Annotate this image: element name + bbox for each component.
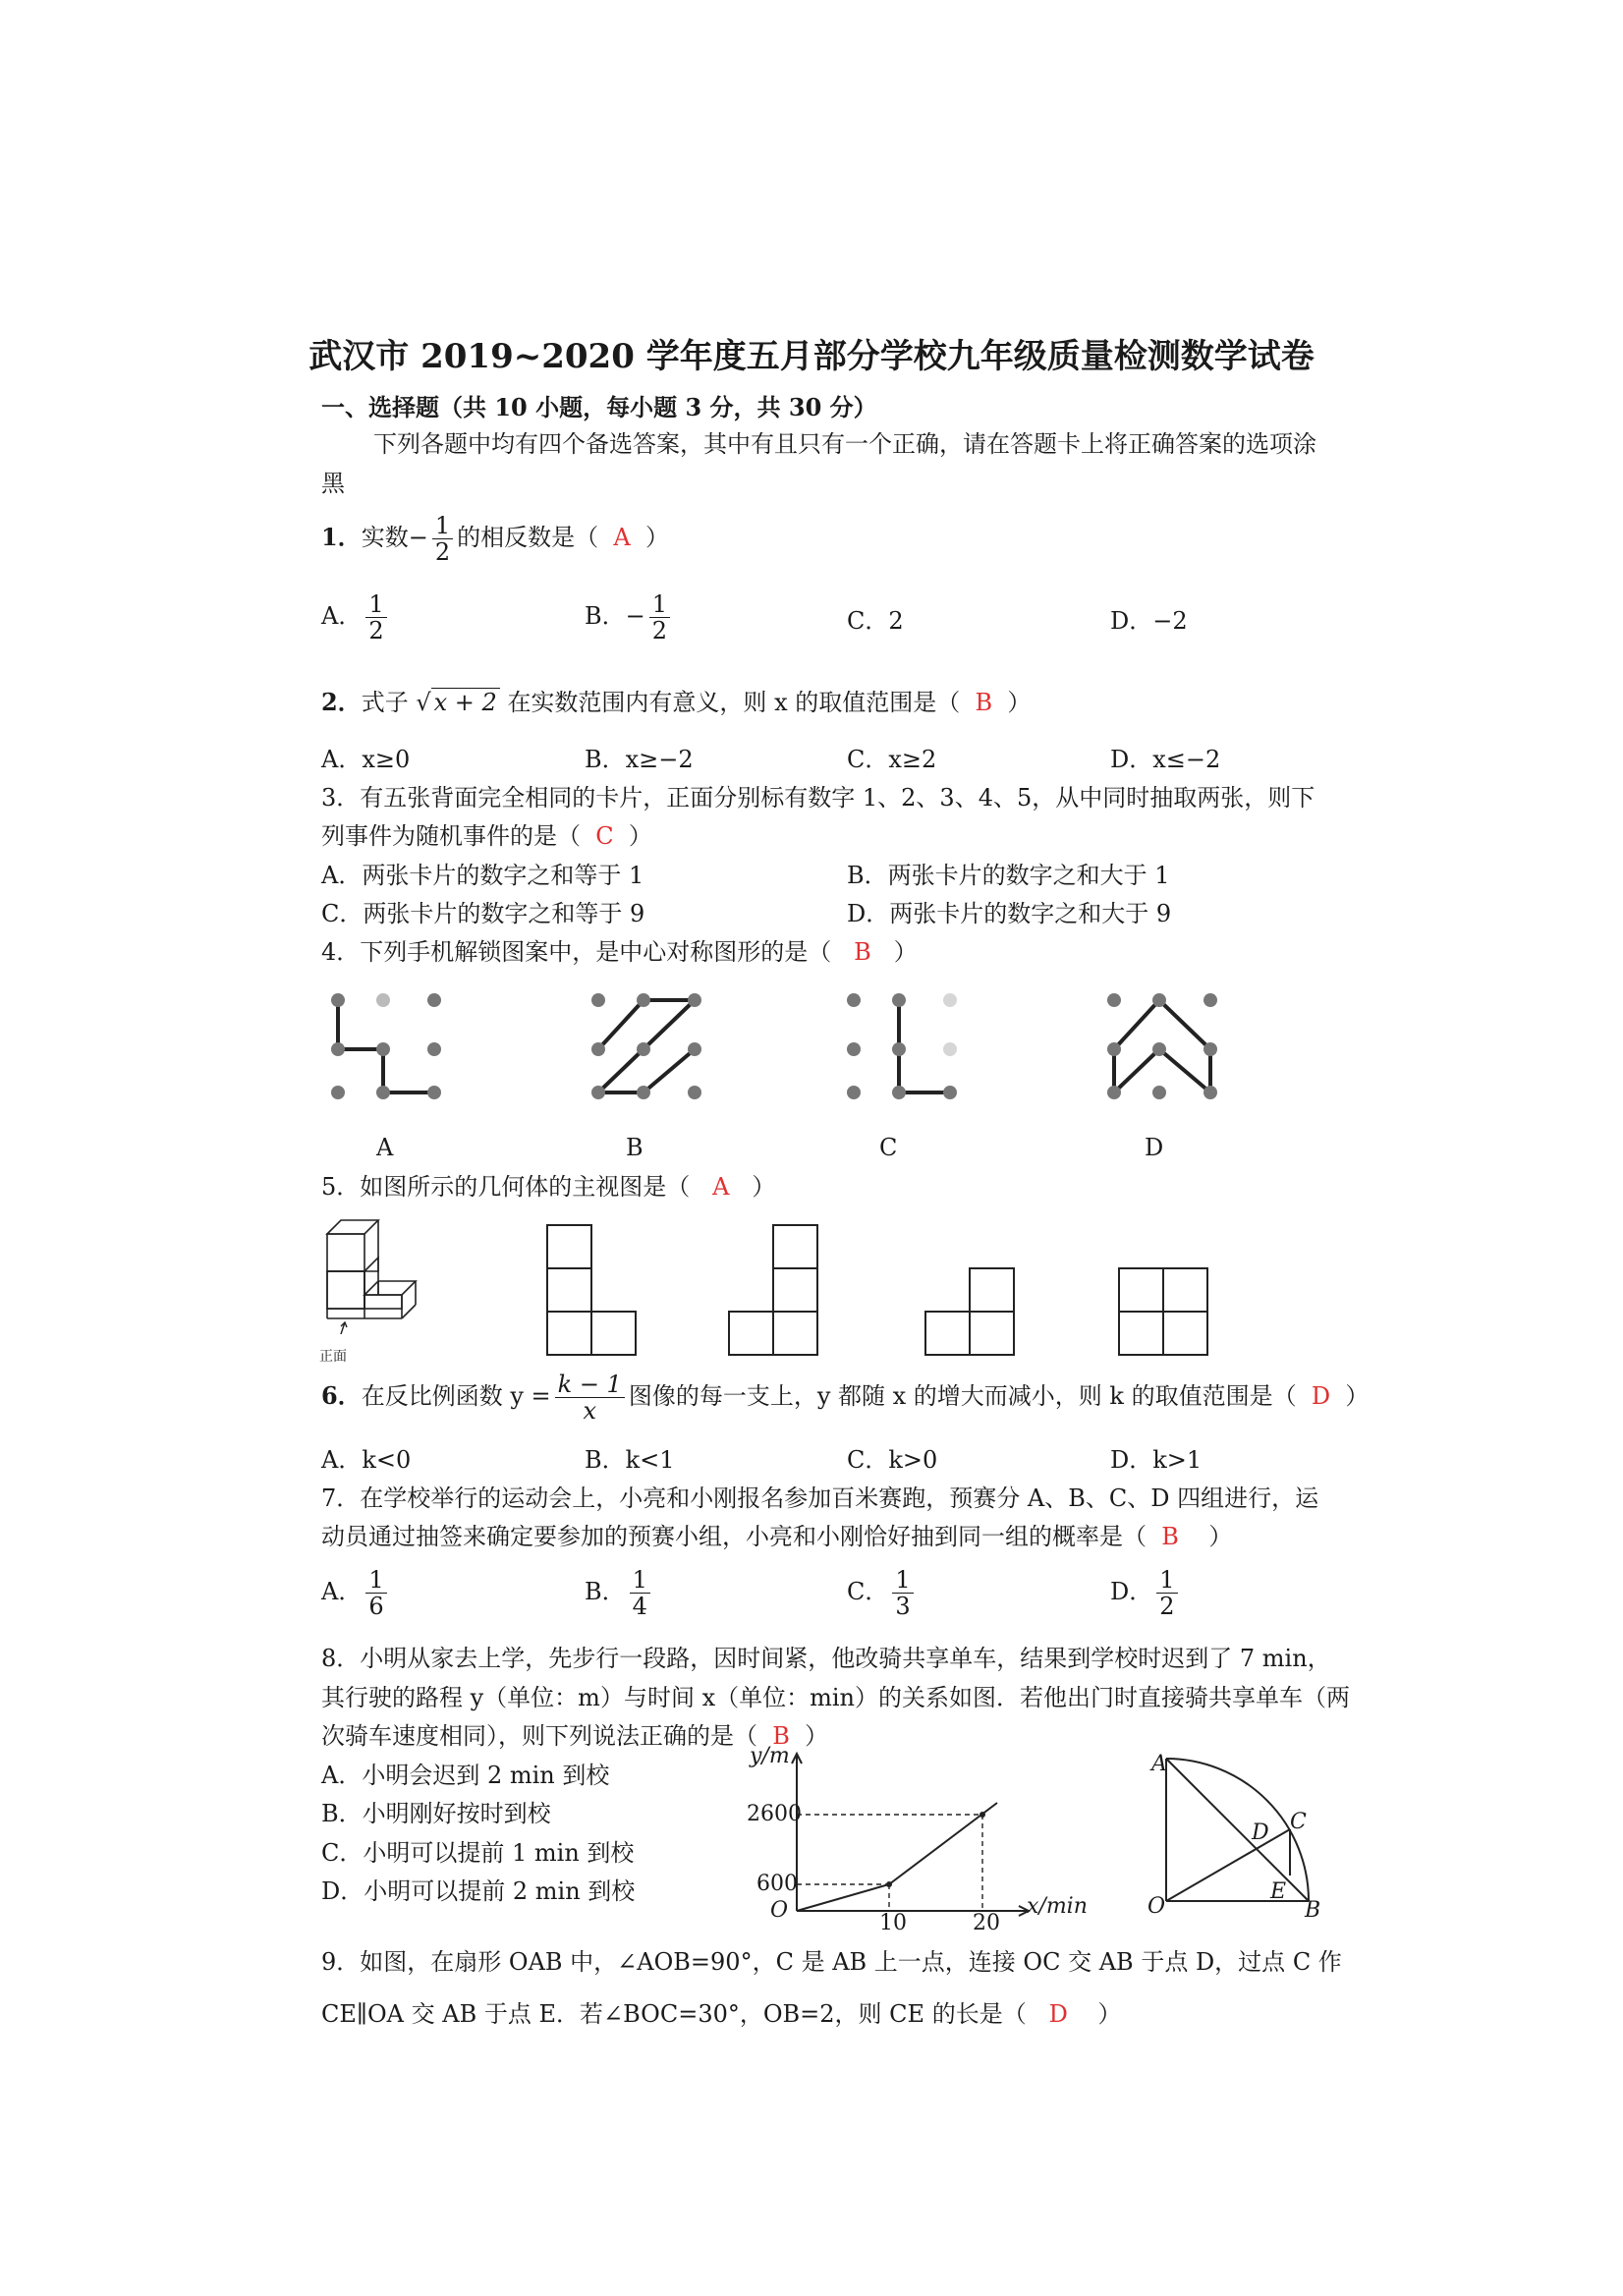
answer-mark: C <box>595 822 614 850</box>
q8-option-c: C．小明可以提前 1 min 到校 <box>321 1839 635 1867</box>
question-3-cont: 列事件为随机事件的是（ C ） <box>321 822 652 850</box>
q7-option-c: C． $\frac{1}{3}$ <box>847 1567 918 1619</box>
q7-option-a: A． $\frac{1}{6}$ <box>321 1567 391 1619</box>
graph-origin: O <box>770 1898 789 1923</box>
section-intro: 下列各题中均有四个备选答案，其中有且只有一个正确，请在答题卡上将正确答案的选项涂 <box>373 430 1316 458</box>
view-option-c <box>923 1266 1017 1356</box>
question-7: 7．在学校举行的运动会上，小亮和小刚报名参加百米赛跑，预赛分 A、B、C、D 四组进行，运 <box>321 1484 1319 1512</box>
q8-option-d: D．小明可以提前 2 min 到校 <box>321 1877 636 1905</box>
section-heading: 一、选择题（共 10 小题，每小题 3 分，共 30 分） <box>321 393 877 421</box>
front-label: 正面 <box>319 1349 347 1365</box>
point-d-label: D <box>1252 1820 1269 1845</box>
q2-option-c: C．x≥2 <box>847 746 937 773</box>
question-9-cont: CE∥OA 交 AB 于点 E．若∠BOC=30°，OB=2，则 CE 的长是（ D ） <box>321 2000 1122 2028</box>
graph-line <box>797 1803 997 1911</box>
answer-mark: A <box>613 524 631 551</box>
question-2: 2．式子 √ x + 2 在实数范围内有意义，则 x 的取值范围是（ B ） <box>321 688 1032 716</box>
fraction: $\frac{k - 1}{x}$ <box>555 1372 625 1424</box>
question-5: 5．如图所示的几何体的主视图是（ A ） <box>321 1173 776 1201</box>
unlock-pattern-a <box>331 993 441 1099</box>
question-6: 6．在反比例函数 y = $\frac{k - 1}{x}$ 图像的每一支上，y 都随 x 的增大而减小，则 k 的取值范围是（ D ） <box>321 1371 1370 1425</box>
q7-option-b: B． $\frac{1}{4}$ <box>585 1567 654 1619</box>
question-3: 3．有五张背面完全相同的卡片，正面分别标有数字 1、2、3、4、5，从中同时抽取两张，则下 <box>321 784 1315 812</box>
graph-xtick-20: 20 <box>973 1911 1000 1935</box>
q1-option-d: D．−2 <box>1110 607 1188 635</box>
answer-mark: A <box>712 1173 730 1201</box>
unlock-patterns-figure <box>314 982 1238 1120</box>
graph-ytick-2600: 2600 <box>747 1802 802 1826</box>
view-option-d <box>1117 1266 1210 1356</box>
point-c-label: C <box>1290 1810 1307 1834</box>
view-option-a <box>545 1223 639 1356</box>
unlock-pattern-c <box>847 993 957 1099</box>
point-a-label: A <box>1151 1752 1167 1776</box>
question-1: 1．实数− $\frac{1}{2}$ 的相反数是（ A ） <box>321 512 669 566</box>
answer-mark: B <box>854 938 871 966</box>
answer-mark: D <box>1311 1382 1331 1410</box>
q1-option-a: A． $\frac{1}{2}$ <box>321 591 391 644</box>
unlock-pattern-b <box>591 993 701 1099</box>
q3-option-d: D．两张卡片的数字之和大于 9 <box>847 900 1172 927</box>
unlock-pattern-d <box>1107 993 1217 1099</box>
q2-option-d: D．x≤−2 <box>1110 746 1221 773</box>
solid-figure <box>319 1206 447 1334</box>
q3-option-b: B．两张卡片的数字之和大于 1 <box>847 862 1170 889</box>
q8-option-a: A．小明会迟到 2 min 到校 <box>321 1762 610 1789</box>
point-e-label: E <box>1270 1879 1287 1904</box>
answer-mark: B <box>1161 1523 1179 1550</box>
graph-ytick-600: 600 <box>756 1872 798 1896</box>
pattern-label-c: C <box>879 1134 898 1161</box>
answer-mark: D <box>1048 2000 1068 2028</box>
q3-option-c: C．两张卡片的数字之和等于 9 <box>321 900 645 927</box>
q6-option-d: D．k>1 <box>1110 1446 1203 1474</box>
q2-option-b: B．x≥−2 <box>585 746 694 773</box>
pattern-label-d: D <box>1145 1134 1164 1161</box>
q6-option-c: C．k>0 <box>847 1446 938 1474</box>
answer-mark: B <box>772 1722 790 1750</box>
q8-option-b: B．小明刚好按时到校 <box>321 1800 551 1827</box>
sector-figure <box>1140 1744 1336 1921</box>
question-8-cont2: 次骑车速度相同），则下列说法正确的是（ B ） <box>321 1722 829 1750</box>
q3-option-a: A．两张卡片的数字之和等于 1 <box>321 862 644 889</box>
question-8-cont: 其行驶的路程 y（单位：m）与时间 x（单位：min）的关系如图．若他出门时直接骑共享单车（两 <box>321 1684 1350 1711</box>
question-7-cont: 动员通过抽签来确定要参加的预赛小组，小亮和小刚恰好抽到同一组的概率是（ B ） <box>321 1523 1233 1550</box>
point-o-label: O <box>1147 1894 1166 1919</box>
view-option-b <box>727 1223 820 1356</box>
q6-option-b: B．k<1 <box>585 1446 675 1474</box>
graph-ylabel: y/m <box>750 1744 790 1768</box>
question-9: 9．如图，在扇形 OAB 中，∠AOB=90°，C 是 AB 上一点，连接 OC 交 AB 于点 D，过点 C 作 <box>321 1948 1342 1976</box>
fraction: $\frac{1}{2}$ <box>432 513 453 565</box>
point-b-label: B <box>1305 1898 1321 1923</box>
q1-option-c: C．2 <box>847 607 904 635</box>
pattern-label-b: B <box>626 1134 644 1161</box>
q6-option-a: A．k<0 <box>321 1446 412 1474</box>
q7-option-d: D． $\frac{1}{2}$ <box>1110 1567 1182 1619</box>
question-8: 8．小明从家去上学，先步行一段路，因时间紧，他改骑共享单车，结果到学校时迟到了 7 min， <box>321 1645 1331 1672</box>
q1-option-b: B．− $\frac{1}{2}$ <box>585 591 674 644</box>
pattern-label-a: A <box>376 1134 394 1161</box>
answer-mark: B <box>975 689 993 716</box>
graph-xtick-10: 10 <box>879 1911 907 1935</box>
sqrt-expression: x + 2 <box>431 688 500 716</box>
graph-xlabel: x/min <box>1027 1894 1088 1919</box>
question-4: 4．下列手机解锁图案中，是中心对称图形的是（ B ） <box>321 938 918 966</box>
q2-option-a: A．x≥0 <box>321 746 411 773</box>
page-title: 武汉市 2019~2020 学年度五月部分学校九年级质量检测数学试卷 <box>308 337 1315 376</box>
section-intro-cont: 黑 <box>321 470 345 497</box>
